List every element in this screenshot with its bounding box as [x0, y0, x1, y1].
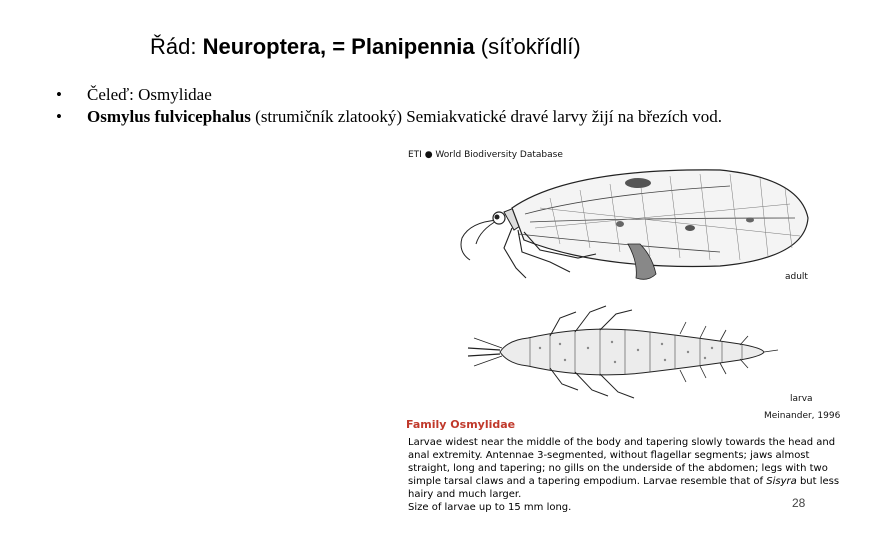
title-common-name: (síťokřídlí) — [480, 34, 581, 59]
larva-comparison: but less hairy and much larger. — [408, 476, 840, 500]
slide-title — [150, 34, 581, 60]
bullet-family: Čeleď: Osmylidae — [87, 85, 212, 104]
bullet-item — [56, 106, 816, 128]
bullet-list — [56, 84, 816, 128]
family-description — [408, 436, 848, 514]
bullet-icon: • — [56, 85, 62, 104]
larva-label: larva — [790, 394, 813, 404]
species-name: Osmylus fulvicephalus — [87, 107, 251, 126]
title-synonym: = Planipennia — [332, 34, 475, 59]
adult-label: adult — [785, 272, 808, 282]
genus-name: Sisyra — [766, 476, 797, 487]
bullet-item — [56, 84, 816, 106]
larva-size-note: Size of larvae up to 15 mm long. — [408, 502, 572, 513]
bullet-icon: • — [56, 107, 62, 126]
title-prefix: Řád: — [150, 34, 197, 59]
osmylidae-figure — [400, 148, 852, 528]
larva-osmylus-illustration — [400, 298, 852, 408]
page-number: 28 — [792, 496, 806, 510]
larva-description: Larvae widest near the middle of the body and tapering slowly towards the head and anal extremity. Antennae 3-segmented, without flagellar segments; jaws almost straight, long and tapering; no gills on the underside of the abdomen; legs with two simple tarsal claws and a tapering empodium. Larvae resemble that of — [408, 437, 836, 487]
title-order: Neuroptera, — [202, 34, 327, 59]
author-citation: Meinander, 1996 — [764, 411, 841, 421]
image-credit: ETI ● World Biodiversity Database — [408, 150, 563, 160]
species-description: (strumičník zlatooký) Semiakvatické dravé larvy žijí na březích vod. — [255, 107, 723, 126]
family-heading: Family Osmylidae — [406, 418, 516, 431]
